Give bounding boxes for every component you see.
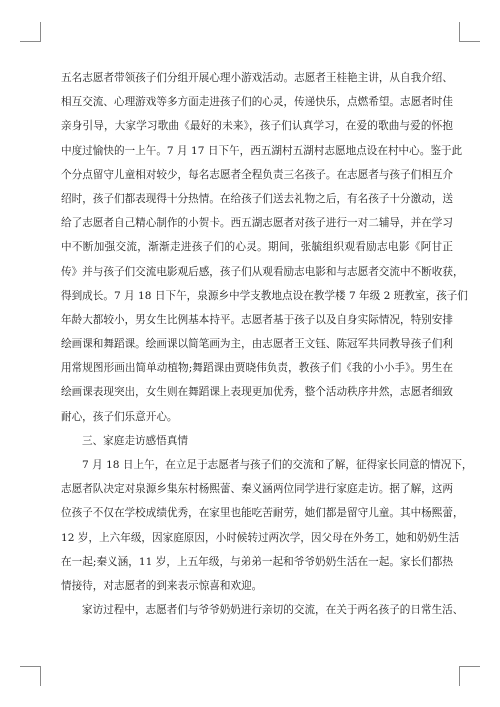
paragraph-2 bbox=[61, 453, 473, 598]
text-line: 绍时，孩子们都表现得十分热情。在给孩子们送去礼物之后，有名孩子十分激动，送 bbox=[61, 192, 453, 205]
text-line: 给了志愿者自己精心制作的小贺卡。西五湖志愿者对孩子进行一对二辅导，并在学习 bbox=[61, 217, 453, 230]
crop-mark-top-right-horizontal bbox=[459, 41, 480, 42]
text-line: 7 月 18 日上午，在立足于志愿者与孩子们的交流和了解，征得家长同意的情况下， bbox=[82, 459, 473, 471]
crop-mark-bottom-right-horizontal bbox=[459, 666, 480, 667]
body-text bbox=[61, 66, 473, 622]
text-line: 亲身引导，大家学习歌曲《最好的未来》，孩子们认真学习，在爱的歌曲与爱的怀抱 bbox=[61, 120, 453, 133]
section-heading: 三、家庭走访感悟真情 bbox=[82, 434, 188, 447]
crop-mark-top-left-horizontal bbox=[20, 41, 41, 42]
text-line: 绘画课表现突出，女生则在舞蹈课上表现更加优秀，整个活动秩序井然，志愿者细致 bbox=[61, 386, 453, 399]
paragraph-1 bbox=[61, 66, 468, 429]
text-line: 情接待，对志愿者的到来表示惊喜和欢迎。 bbox=[61, 579, 263, 592]
text-line: 耐心，孩子们乐意开心。 bbox=[61, 410, 178, 423]
text-line: 个分点留守儿童相对较少，每名志愿者全程负责三名孩子。在志愿者与孩子们相互介 bbox=[61, 168, 453, 181]
text-line: 位孩子不仅在学校成绩优秀，在家里也能吃苦耐劳，她们都是留守儿童。其中杨熙蕾， bbox=[61, 507, 464, 520]
text-line: 传》并与孩子们交流电影观后感，孩子们从观看励志电影和与志愿者交流中不断收获， bbox=[61, 265, 464, 278]
crop-mark-bottom-left-vertical bbox=[40, 666, 41, 686]
text-line: 12 岁，上六年级，因家庭原因，小时候转过两次学，因父母在外务工，她和奶奶生活 bbox=[61, 531, 460, 544]
text-line: 家访过程中，志愿者们与爷爷奶奶进行亲切的交流，在关于两名孩子的日常生活、 bbox=[82, 604, 464, 617]
text-line: 中度过愉快的一上午。7 月 17 日下午，西五湖村五湖村志愿地点设在村中心。鉴于此 bbox=[61, 144, 463, 157]
text-line: 年龄大都较小，男女生比例基本持平。志愿者基于孩子以及自身实际情况，特别安排 bbox=[61, 313, 453, 326]
text-line: 得到成长。7 月 18 日下午，泉源乡中学支教地点设在教学楼 7 年级 2 班教室，孩子们 bbox=[61, 289, 468, 302]
text-line: 志愿者队决定对泉源乡集东村杨熙蕾、秦义涵两位同学进行家庭走访。据了解，这两 bbox=[61, 483, 453, 496]
text-line: 五名志愿者带领孩子们分组开展心理小游戏活动。志愿者王桂艳主讲，从自我介绍、 bbox=[61, 72, 453, 84]
text-line: 绘画课和舞蹈课。绘画课以简笔画为主，由志愿者王文钰、陈冠军共同教导孩子们利 bbox=[61, 338, 453, 351]
text-line: 用常规图形画出简单动植物;舞蹈课由贾晓伟负责，教孩子们《我的小小手》。男生在 bbox=[61, 362, 453, 375]
text-line: 相互交流、心理游戏等多方面走进孩子们的心灵，传递快乐，点燃希望。志愿者时佳 bbox=[61, 96, 453, 109]
text-line: 中不断加强交流，渐渐走进孩子们的心灵。期间，张毓组织观看励志电影《阿甘正 bbox=[61, 241, 453, 254]
crop-mark-top-left-vertical bbox=[40, 22, 41, 42]
text-line: 在一起;秦义涵，11 岁，上五年级，与弟弟一起和爷爷奶奶生活在一起。家长们都热 bbox=[61, 555, 453, 568]
paragraph-3 bbox=[61, 598, 464, 622]
crop-mark-bottom-left-horizontal bbox=[20, 666, 41, 667]
crop-mark-bottom-right-vertical bbox=[459, 666, 460, 686]
crop-mark-top-right-vertical bbox=[459, 22, 460, 42]
